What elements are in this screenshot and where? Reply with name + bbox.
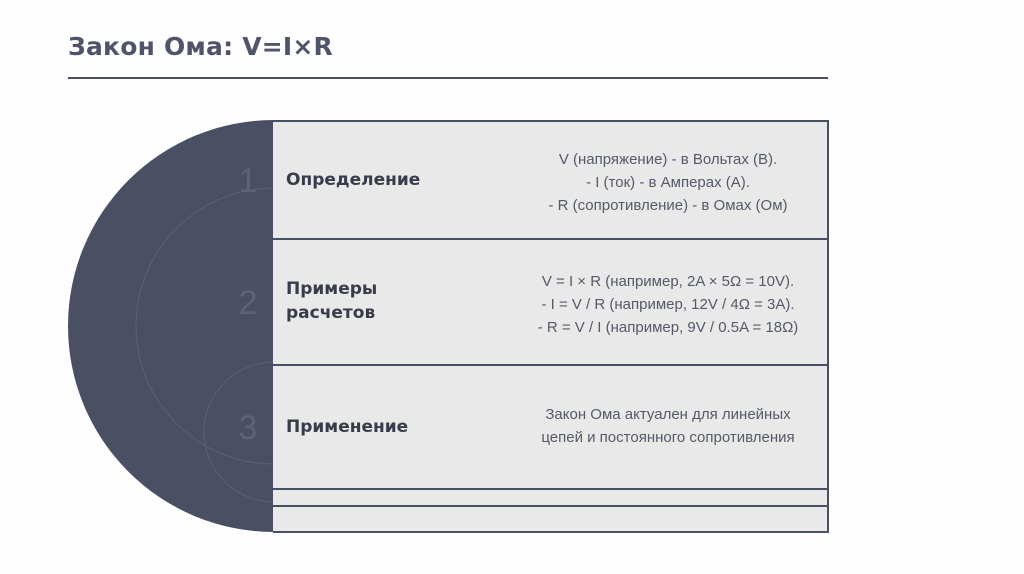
row-3-label (286, 415, 408, 439)
row-2-text-line-3: - R = V / I (например, 9V / 0.5A = 18Ω) (537, 319, 799, 336)
row-1-text (478, 148, 858, 217)
row-2-label-line-2: расчетов (286, 303, 376, 323)
row-2-text (478, 270, 858, 339)
row-1-number: 1 (238, 162, 258, 200)
row-3-number: 3 (238, 409, 258, 447)
row-2-label (286, 277, 377, 325)
row-divider-3 (273, 488, 828, 490)
row-2-text-line-2: - I = V / R (например, 12V / 4Ω = 3A). (541, 296, 795, 313)
row-divider-top (273, 120, 828, 122)
row-divider-2 (273, 364, 828, 366)
row-1-label (286, 168, 420, 192)
slide-title: Закон Ома: V=I×R (68, 32, 334, 61)
row-1-label-line-1: Определение (286, 170, 421, 190)
row-divider-4 (273, 505, 828, 507)
row-divider-1 (273, 238, 828, 240)
row-1-text-line-3: - R (сопротивление) - в Омах (Ом) (548, 197, 788, 214)
row-3-text-line-2: цепей и постоянного сопротивления (541, 429, 795, 446)
row-1-text-line-1: V (напряжение) - в Вольтах (В). (558, 151, 778, 168)
row-1-text-line-2: - I (ток) - в Амперах (А). (586, 174, 750, 191)
row-2-text-line-1: V = I × R (например, 2A × 5Ω = 10V). (541, 273, 795, 290)
row-2-number: 2 (238, 284, 258, 322)
row-3-text-line-1: Закон Ома актуален для линейных (545, 406, 791, 423)
row-3-label-line-1: Применение (286, 417, 409, 437)
row-3-text (478, 403, 858, 449)
row-2-label-line-1: Примеры (286, 279, 378, 299)
row-divider-bottom (273, 531, 828, 533)
